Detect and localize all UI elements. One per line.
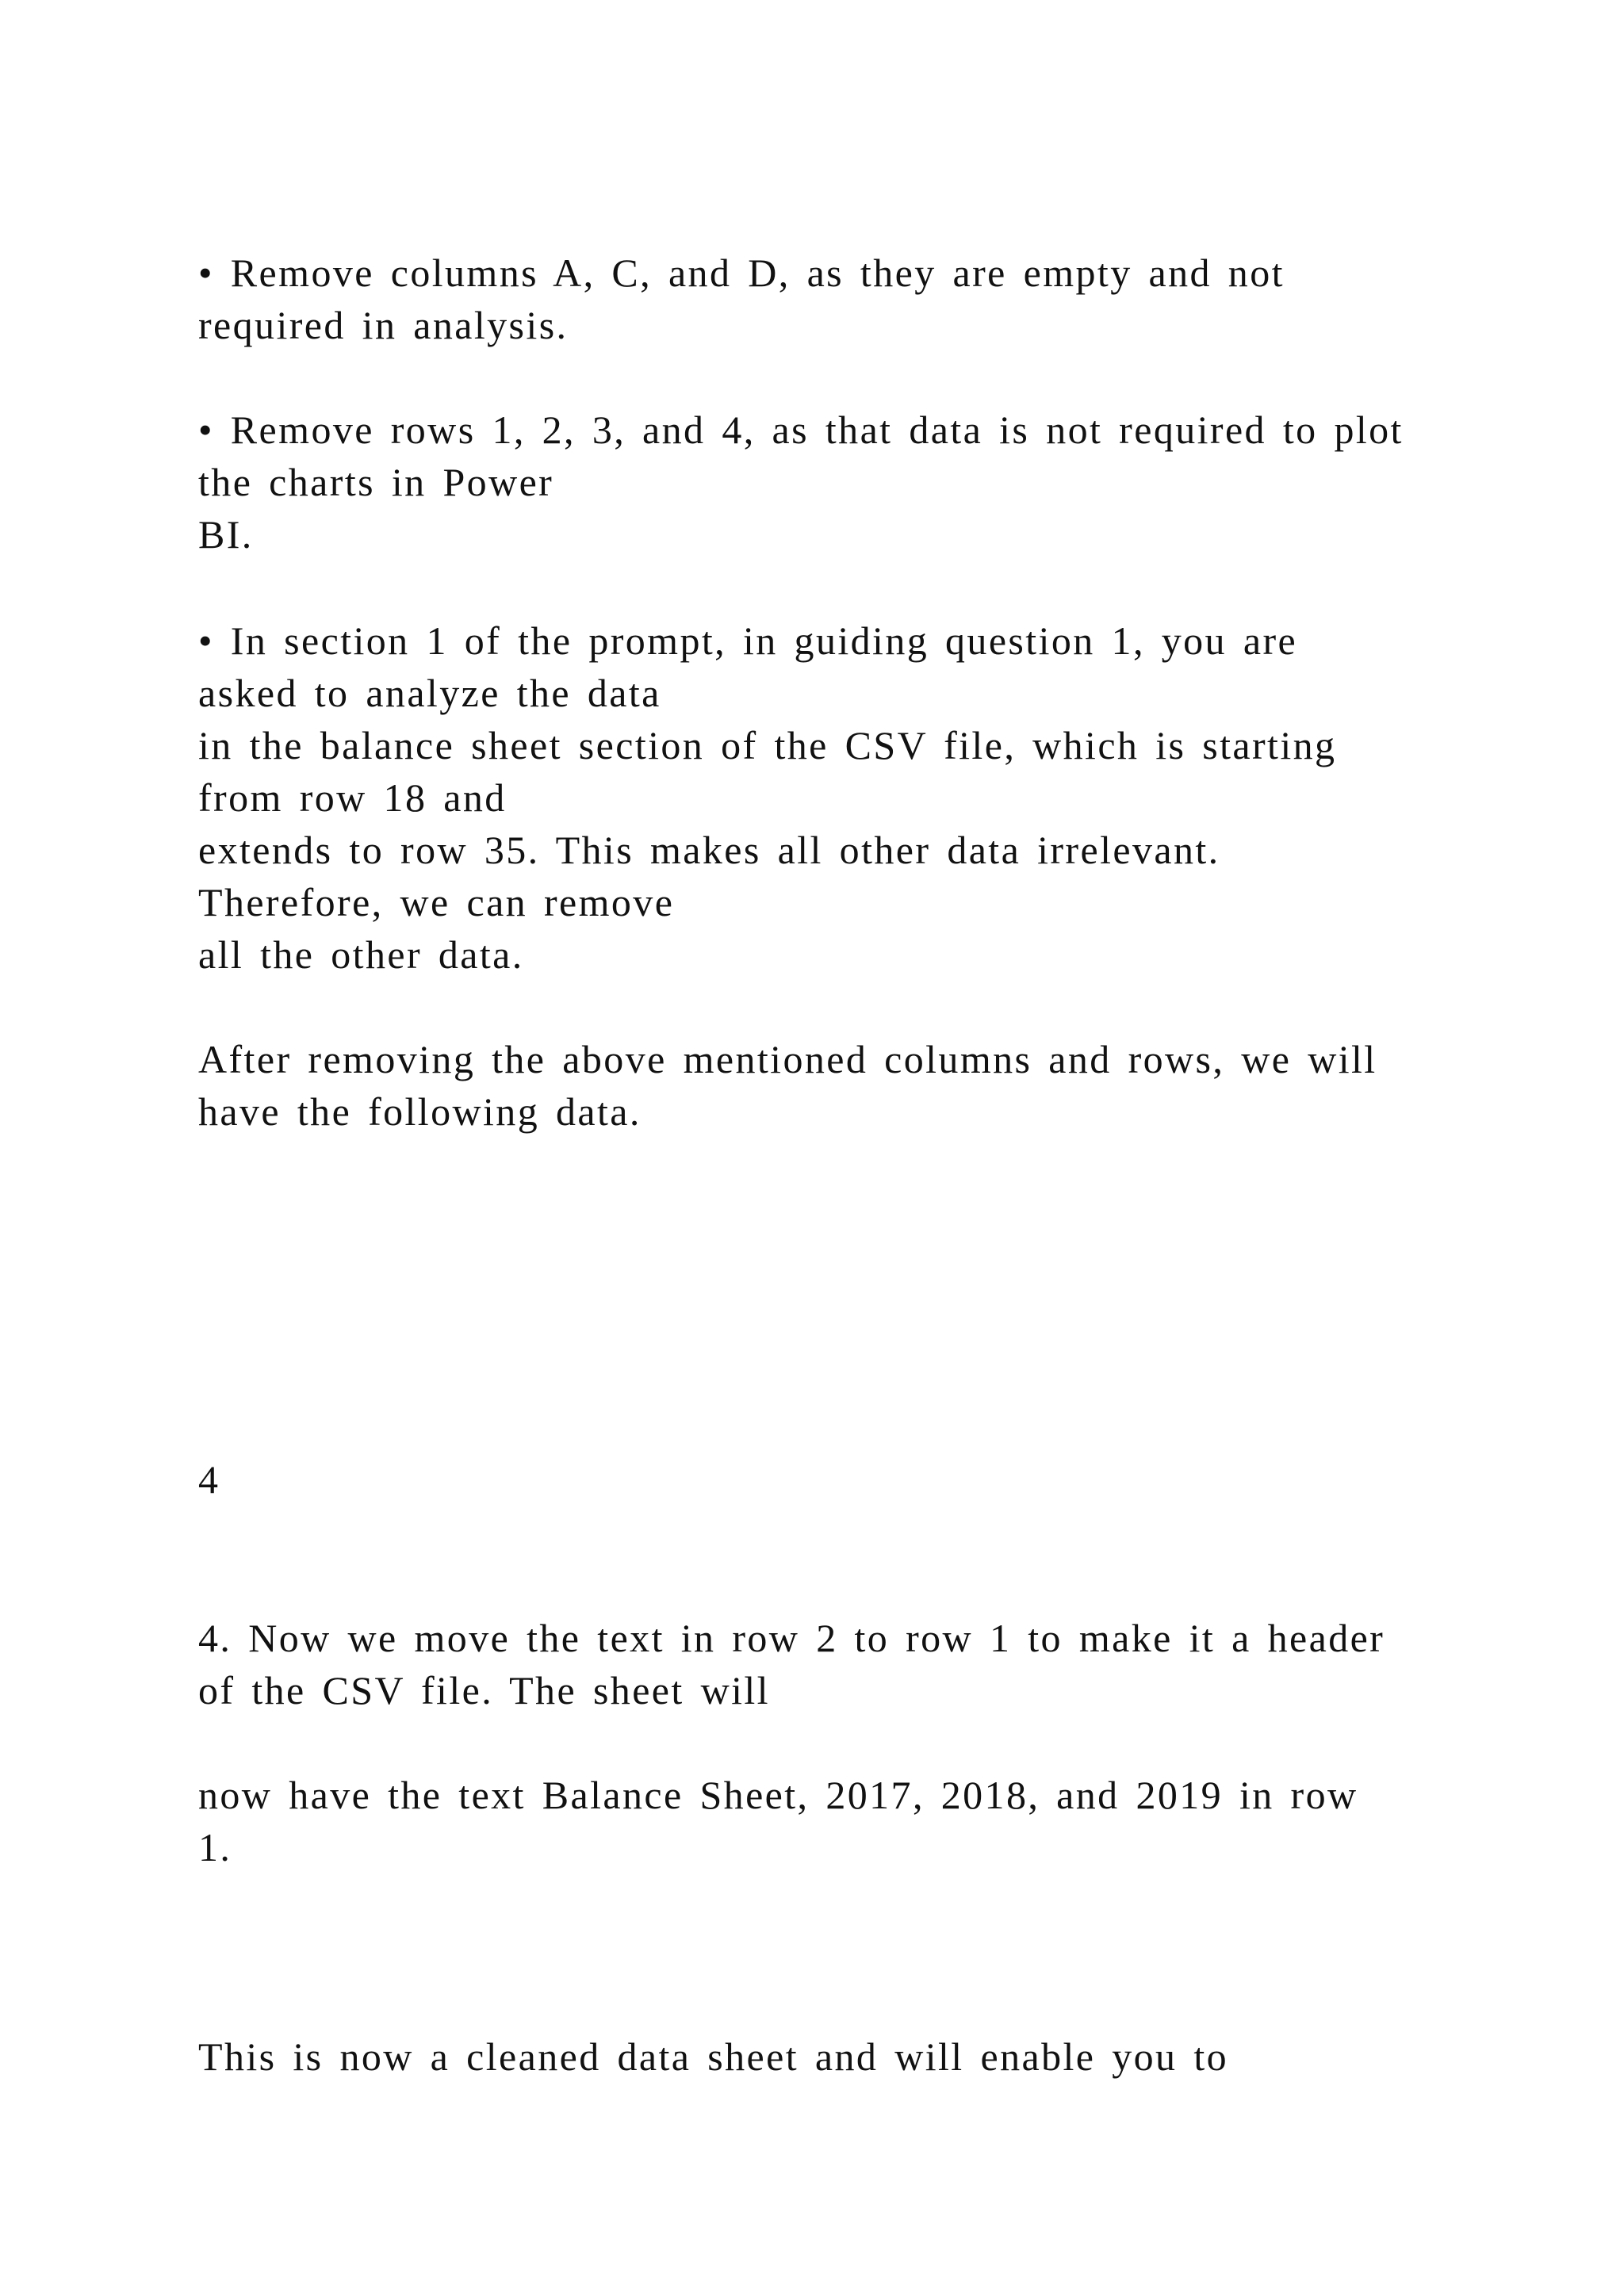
cleaned-data-line: This is now a cleaned data sheet and will enable you to bbox=[198, 2034, 1229, 2079]
bullet-section-line-7: all the other data. bbox=[198, 932, 524, 977]
paragraph-after-removing-line-2: have the following data. bbox=[198, 1089, 642, 1134]
page-number: 4 bbox=[198, 1457, 220, 1502]
step-4-line-3: now have the text Balance Sheet, 2017, 2018, and 2019 in row bbox=[198, 1773, 1358, 1817]
step-4-line-2: of the CSV file. The sheet will bbox=[198, 1668, 770, 1712]
bullet-section-line-1: • In section 1 of the prompt, in guiding question 1, you are bbox=[198, 618, 1298, 663]
step-4-line-1: 4. Now we move the text in row 2 to row 1 to make it a header bbox=[198, 1616, 1385, 1660]
bullet-section-line-2: asked to analyze the data bbox=[198, 671, 661, 715]
bullet-remove-rows-line-3: BI. bbox=[198, 512, 254, 557]
bullet-section-line-6: Therefore, we can remove bbox=[198, 880, 675, 924]
paragraph-after-removing-line-1: After removing the above mentioned columns and rows, we will bbox=[198, 1037, 1377, 1081]
bullet-remove-rows-line-1: • Remove rows 1, 2, 3, and 4, as that data is not required to plot bbox=[198, 408, 1404, 452]
step-4-line-4: 1. bbox=[198, 1825, 232, 1869]
bullet-section-line-3: in the balance sheet section of the CSV file, which is starting bbox=[198, 723, 1337, 767]
bullet-remove-rows-line-2: the charts in Power bbox=[198, 460, 554, 504]
bullet-section-line-4: from row 18 and bbox=[198, 775, 507, 820]
bullet-section-line-5: extends to row 35. This makes all other data irrelevant. bbox=[198, 828, 1220, 872]
bullet-remove-columns-line-1: • Remove columns A, C, and D, as they are empty and not bbox=[198, 251, 1285, 295]
bullet-remove-columns-line-2: required in analysis. bbox=[198, 303, 569, 347]
